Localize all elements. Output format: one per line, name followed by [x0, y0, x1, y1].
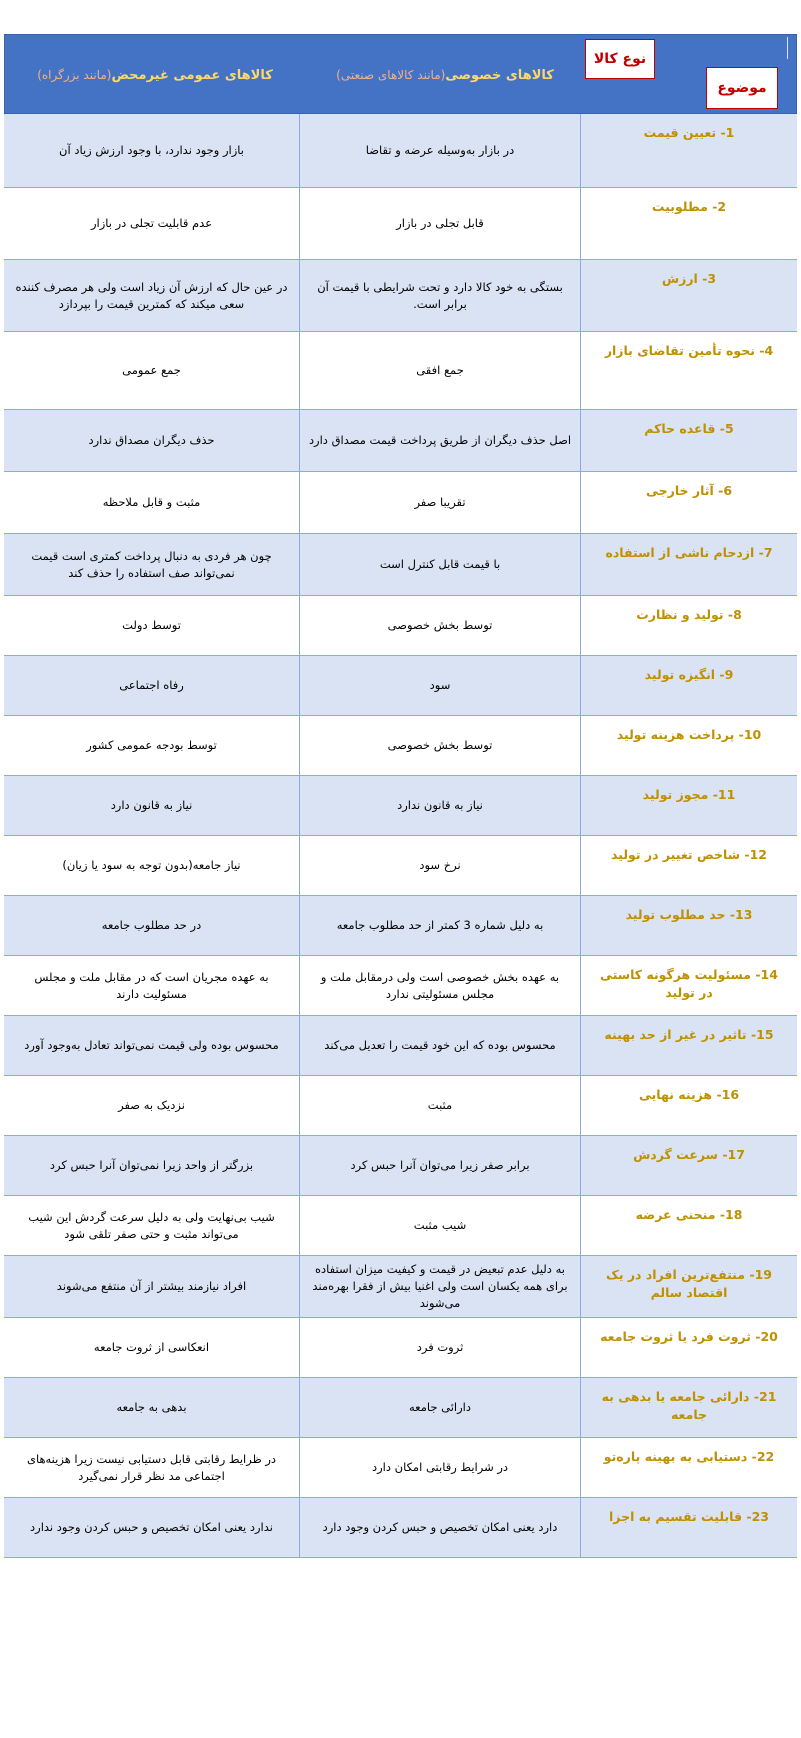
table-row — [4, 260, 797, 332]
private-cell: نرخ سود — [300, 836, 581, 895]
private-cell: در شرایط رقابتی امکان دارد — [300, 1438, 581, 1497]
private-cell: دارائی جامعه — [300, 1378, 581, 1437]
private-cell: تقریبا صفر — [300, 472, 581, 533]
public-cell: شیب بی‌نهایت ولی به دلیل سرعت گردش این شیب می‌تواند مثبت و حتی صفر تلقی شود — [4, 1196, 300, 1255]
public-cell: بزرگتر از واحد زیرا نمی‌توان آنرا حبس کرد — [4, 1136, 300, 1195]
public-cell: مثبت و قابل ملاحظه — [4, 472, 300, 533]
table-row — [4, 188, 797, 260]
public-cell: رفاه اجتماعی — [4, 656, 300, 715]
private-cell: سود — [300, 656, 581, 715]
header-private-note: (مانند کالاهای صنعتی) — [336, 68, 446, 82]
table-row — [4, 656, 797, 716]
public-cell: ندارد یعنی امکان تخصیص و حبس کردن وجود ندارد — [4, 1498, 300, 1557]
private-cell: ثروت فرد — [300, 1318, 581, 1377]
public-cell: در عین حال که ارزش آن زیاد است ولی هر مصرف کننده سعی میکند که کمترین قیمت را بپردازد — [4, 260, 300, 331]
table-row — [4, 332, 797, 410]
topic-cell: 16- هزینه نهایی — [638, 1087, 740, 1102]
topic-cell: 12- شاخص تغییر در تولید — [611, 847, 767, 862]
table-row — [4, 1256, 797, 1318]
table-row — [4, 896, 797, 956]
private-cell: شیب مثبت — [300, 1196, 581, 1255]
header-public-goods — [5, 35, 305, 115]
topic-cell: 22- دستیابی به بهینه پارەتو — [603, 1449, 775, 1464]
table-row — [4, 534, 797, 596]
public-cell: حذف دیگران مصداق ندارد — [4, 410, 300, 471]
public-cell: عدم قابلیت تجلی در بازار — [4, 188, 300, 259]
topic-label: موضوع — [706, 67, 778, 109]
table-row — [4, 1196, 797, 1256]
topic-cell: 20- ثروت فرد یا ثروت جامعه — [600, 1329, 778, 1344]
topic-cell: 17- سرعت گردش — [633, 1147, 745, 1162]
topic-cell: 2- مطلوبیت — [651, 199, 727, 214]
comparison-table — [4, 34, 797, 1558]
table-row — [4, 1438, 797, 1498]
table-row — [4, 472, 797, 534]
topic-cell: 13- حد مطلوب تولید — [625, 907, 753, 922]
private-cell: جمع افقی — [300, 332, 581, 409]
header-private-title: کالاهای خصوصی — [445, 67, 554, 83]
topic-cell: 8- تولید و نظارت — [636, 607, 742, 622]
public-cell: محسوس بوده ولی قیمت نمی‌تواند تعادل به‌وجود آورد — [4, 1016, 300, 1075]
table-row — [4, 1318, 797, 1378]
private-cell: مثبت — [300, 1076, 581, 1135]
header-public-title: کالاهای عمومی غیرمحض — [111, 67, 273, 83]
table-row — [4, 1498, 797, 1558]
public-cell: نیاز به قانون دارد — [4, 776, 300, 835]
public-cell: به عهده مجریان است که در مقابل ملت و مجلس مسئولیت دارند — [4, 956, 300, 1015]
public-cell: توسط دولت — [4, 596, 300, 655]
topic-cell: 15- تاثیر در غیر از حد بهینه — [604, 1027, 774, 1042]
topic-cell: 11- مجوز تولید — [642, 787, 736, 802]
topic-cell: 19- منتفع‌ترین افراد در یک اقتصاد سالم — [606, 1267, 772, 1301]
private-cell: به دلیل شماره 3 کمتر از حد مطلوب جامعه — [300, 896, 581, 955]
private-cell: به دلیل عدم تبعیض در قیمت و کیفیت میزان استفاده برای همه یکسان است ولی اغنیا بیش از فقرا بهره‌مند می‌شوند — [300, 1256, 581, 1317]
private-cell: قابل تجلی در بازار — [300, 188, 581, 259]
topic-cell: 3- ارزش — [661, 271, 717, 286]
topic-cell: 18- منحنی عرضه — [635, 1207, 743, 1222]
table-row — [4, 836, 797, 896]
topic-cell: 6- آثار خارجی — [645, 483, 733, 498]
topic-cell: 23- قابلیت تقسیم به اجزا — [609, 1509, 769, 1524]
table-header — [4, 34, 797, 114]
topic-cell: 10- پرداخت هزینه تولید — [616, 727, 762, 742]
private-cell: در بازار به‌وسیله عرضه و تقاضا — [300, 114, 581, 187]
public-cell: جمع عمومی — [4, 332, 300, 409]
header-private-goods — [305, 35, 585, 115]
topic-cell: 4- نحوه تأمین تقاضای بازار — [604, 343, 774, 358]
public-cell: توسط بودجه عمومی کشور — [4, 716, 300, 775]
header-public-note: (مانند بزرگراه) — [37, 68, 112, 82]
public-cell: افراد نیازمند بیشتر از آن منتفع می‌شوند — [4, 1256, 300, 1317]
table-body — [4, 114, 797, 1558]
private-cell: دارد یعنی امکان تخصیص و حبس کردن وجود دارد — [300, 1498, 581, 1557]
table-row — [4, 114, 797, 188]
table-row — [4, 956, 797, 1016]
private-cell: اصل حذف دیگران از طریق پرداخت قیمت مصداق دارد — [300, 410, 581, 471]
table-row — [4, 776, 797, 836]
private-cell: نیاز به قانون ندارد — [300, 776, 581, 835]
topic-cell: 21- دارائی جامعه یا بدهی به جامعه — [601, 1389, 777, 1423]
public-cell: بازار وجود ندارد، با وجود ارزش زیاد آن — [4, 114, 300, 187]
public-cell: نیاز جامعه(بدون توجه به سود یا زیان) — [4, 836, 300, 895]
topic-cell: 9- انگیزه تولید — [644, 667, 734, 682]
table-row — [4, 1136, 797, 1196]
table-row — [4, 410, 797, 472]
private-cell: برابر صفر زیرا می‌توان آنرا حبس کرد — [300, 1136, 581, 1195]
topic-cell: 1- تعیین قیمت — [643, 125, 735, 140]
table-row — [4, 1378, 797, 1438]
public-cell: در ظرایط رقابتی قابل دستیابی نیست زیرا هزینه‌های اجتماعی مد نظر قرار نمی‌گیرد — [4, 1438, 300, 1497]
public-cell: در حد مطلوب جامعه — [4, 896, 300, 955]
table-row — [4, 1016, 797, 1076]
topic-cell: 7- ازدحام ناشی از استفاده — [605, 545, 773, 560]
public-cell: چون هر فردی به دنبال پرداخت کمتری است قیمت نمی‌تواند صف استفاده را حذف کند — [4, 534, 300, 595]
topic-cell: 14- مسئولیت هرگونه کاستی در تولید — [600, 967, 778, 1001]
private-cell: به عهده بخش خصوصی است ولی درمقابل ملت و مجلس مسئولیتی ندارد — [300, 956, 581, 1015]
table-row — [4, 1076, 797, 1136]
topic-cell: 5- قاعده حاکم — [644, 421, 734, 436]
table-row — [4, 596, 797, 656]
public-cell: نزدیک به صفر — [4, 1076, 300, 1135]
header-divider — [787, 37, 788, 59]
private-cell: توسط بخش خصوصی — [300, 716, 581, 775]
private-cell: محسوس بوده که این خود قیمت را تعدیل می‌کند — [300, 1016, 581, 1075]
private-cell: توسط بخش خصوصی — [300, 596, 581, 655]
private-cell: با قیمت قابل کنترل است — [300, 534, 581, 595]
public-cell: انعکاسی از ثروت جامعه — [4, 1318, 300, 1377]
table-row — [4, 716, 797, 776]
public-cell: بدهی به جامعه — [4, 1378, 300, 1437]
private-cell: بستگی به خود کالا دارد و تحت شرایطی با قیمت آن برابر است. — [300, 260, 581, 331]
goods-type-label: نوع کالا — [585, 39, 655, 79]
